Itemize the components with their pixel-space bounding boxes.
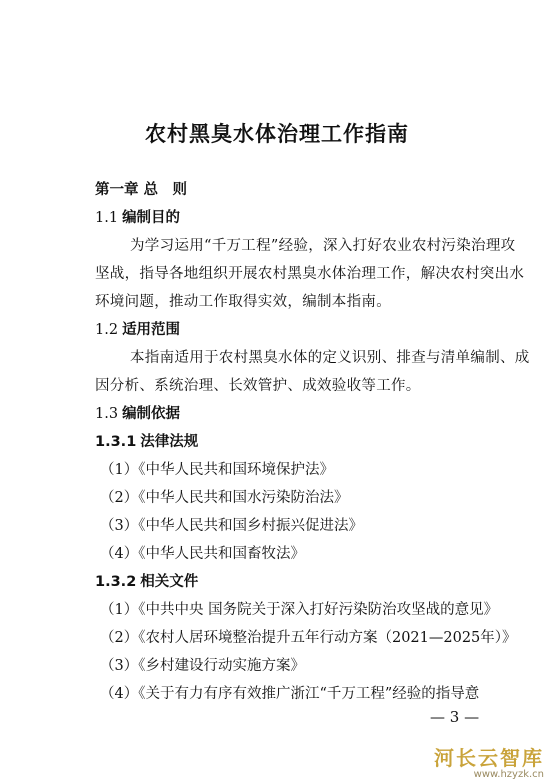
section-title: 编制目的 [122, 210, 181, 226]
paragraph-line: 坚战，指导各地组织开展农村黑臭水体治理工作，解决农村突出水 [95, 266, 525, 282]
list-item: （1）《中华人民共和国环境保护法》 [100, 462, 334, 478]
section-heading-1-2 [95, 320, 180, 340]
section-heading-1-1 [95, 208, 180, 228]
paragraph-line: 本指南适用于农村黑臭水体的定义识别、排查与清单编制、成 [130, 350, 530, 366]
list-item: （3）《乡村建设行动实施方案》 [100, 658, 305, 674]
list-item: （3）《中华人民共和国乡村振兴促进法》 [100, 518, 363, 534]
section-number: 1.1 [95, 210, 119, 226]
page-number: — 3 — [430, 708, 480, 726]
list-item: （4）《关于有力有序有效推广浙江“千万工程”经验的指导意 [100, 686, 480, 702]
section-title: 编制依据 [122, 406, 181, 422]
section-heading-1-3 [95, 404, 180, 424]
section-number: 1.2 [95, 322, 119, 338]
list-item: （4）《中华人民共和国畜牧法》 [100, 546, 305, 562]
watermark [434, 742, 544, 780]
subsection-title: 相关文件 [140, 574, 199, 590]
paragraph-line: 环境问题，推动工作取得实效，编制本指南。 [95, 294, 391, 310]
chapter-heading: 第一章 总 则 [95, 182, 188, 198]
section-number: 1.3 [95, 406, 119, 422]
watermark-url: www.hzyzk.cn [473, 769, 544, 780]
list-item: （2）《中华人民共和国水污染防治法》 [100, 490, 349, 506]
subsection-heading-1-3-2 [95, 572, 198, 592]
subsection-title: 法律法规 [140, 434, 199, 450]
paragraph-line: 因分析、系统治理、长效管护、成效验收等工作。 [95, 378, 421, 394]
section-title: 适用范围 [122, 322, 181, 338]
subsection-heading-1-3-1 [95, 432, 198, 452]
subsection-number: 1.3.1 [95, 434, 137, 450]
paragraph-line: 为学习运用“千万工程”经验，深入打好农业农村污染治理攻 [130, 238, 516, 254]
list-item: （1）《中共中央 国务院关于深入打好污染防治攻坚战的意见》 [100, 602, 499, 618]
subsection-number: 1.3.2 [95, 574, 137, 590]
watermark-brand: 河长云智库 [434, 746, 544, 770]
document-title: 农村黑臭水体治理工作指南 [145, 122, 409, 146]
list-item: （2）《农村人居环境整治提升五年行动方案（2021—2025年）》 [100, 630, 517, 646]
